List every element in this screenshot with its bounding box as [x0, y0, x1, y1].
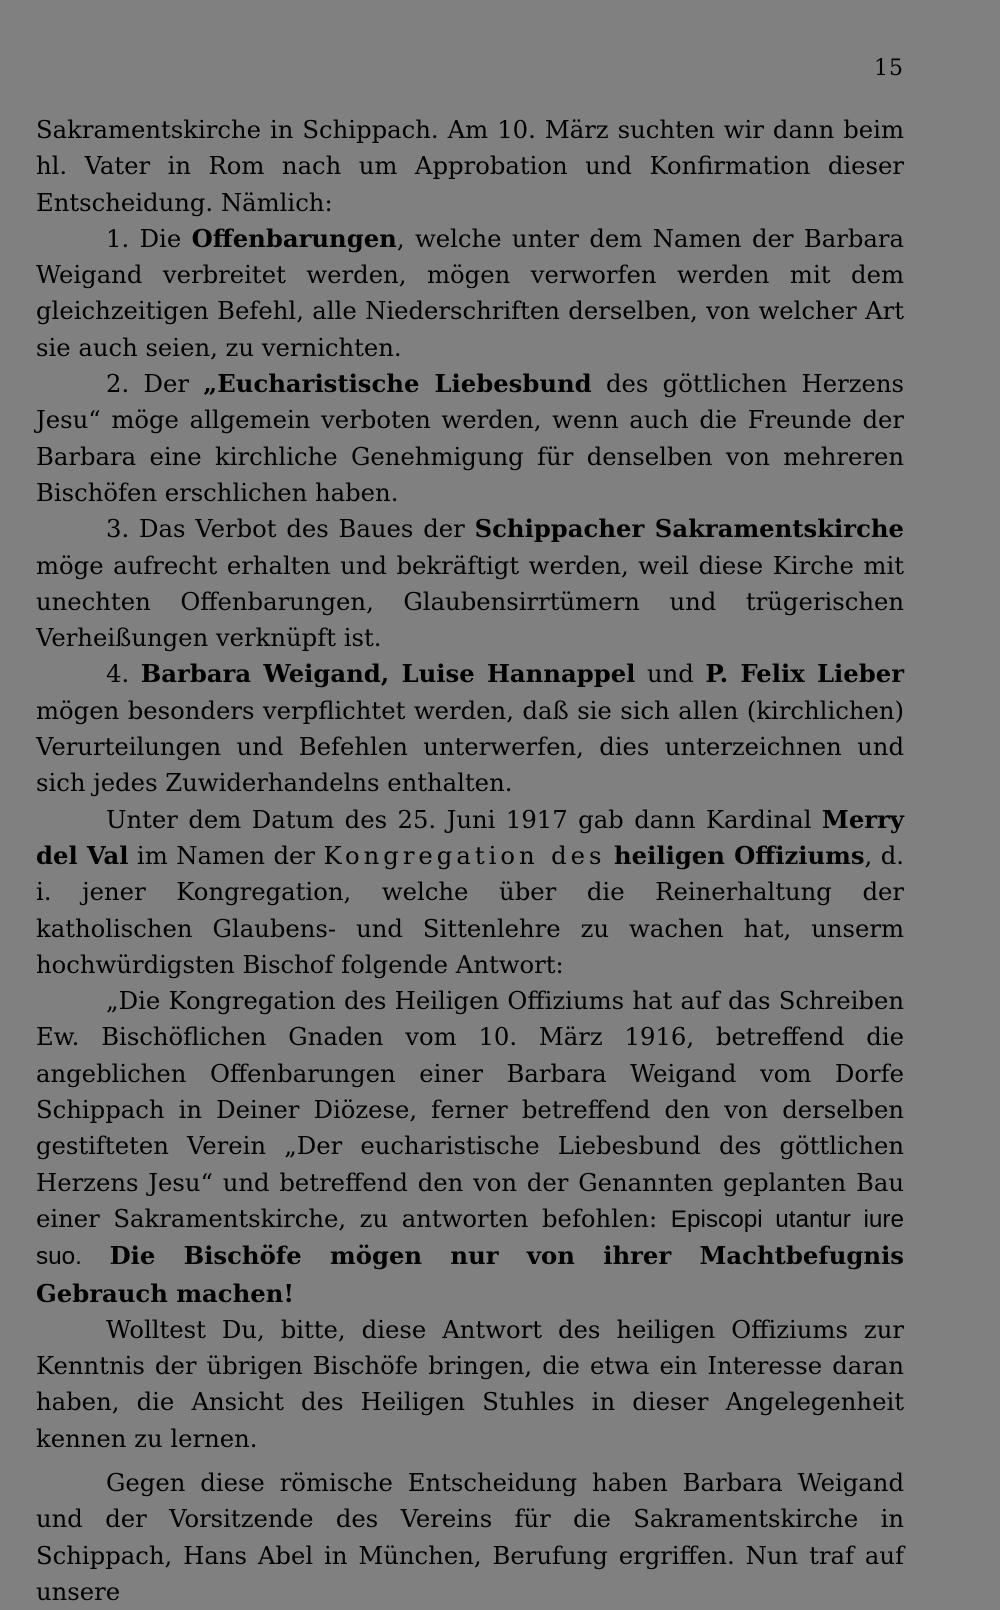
paragraph	[36, 511, 904, 656]
latin-text: Episcopi utantur iure suo.	[36, 1205, 904, 1271]
text-run: Unter dem Datum des 25. Juni 1917 gab dann Kardinal	[106, 804, 822, 834]
bold-text: Merry del Val	[36, 804, 904, 870]
spaced-text: Kongregation des	[323, 840, 606, 870]
paragraph	[36, 221, 904, 366]
text-run: 3. Das Verbot des Baues der	[106, 514, 475, 544]
paragraph	[36, 802, 904, 983]
text-run: , welche unter dem Namen der Barbara Weigand verbreitet werden, mögen verworfen werden mit dem gleichzeitigen Befehl, alle Niederschriften derselben, von welcher Art sie auch seien, zu vernichten.	[36, 223, 904, 362]
text-run	[606, 841, 614, 870]
text-run: 2. Der	[106, 369, 204, 399]
bold-text: P. Felix Lieber	[705, 659, 904, 689]
text-run: , d. i. jener Kongregation, welche über die Reinerhaltung der katholischen Glaubens- und Sittenlehre zu wachen hat, unserm hochwürdigsten Bischof folgende Antwort:	[36, 840, 905, 979]
paragraph	[36, 112, 904, 221]
text-run: Gegen diese römische Entscheidung haben Barbara Weigand und der Vorsitzende des Vereins für die Sakramentskirche in Schippach, Hans Abel in München, Berufung ergriffen. Nun traf auf unsere	[36, 1467, 904, 1606]
paragraph	[36, 656, 904, 801]
bold-text: Die Bischöfe mögen nur von ihrer Machtbefugnis Gebrauch machen!	[36, 1241, 904, 1308]
text-run: Sakramentskirche in Schippach. Am 10. März suchten wir dann beim hl. Vater in Rom nach um Approbation und Konfirmation dieser Entscheidung. Nämlich:	[36, 115, 904, 217]
text-run: im Namen der	[128, 840, 324, 870]
bold-text: heiligen Offiziums	[614, 840, 865, 870]
text-run: des göttlichen Herzens Jesu“ möge allgemein verboten werden, wenn auch die Freunde der Barbara eine kirchliche Genehmigung für denselben von mehreren Bischöfen erschlichen haben.	[36, 369, 904, 507]
bold-text: Schippacher Sakramentskirche	[474, 514, 904, 544]
bold-text: Offenbarungen	[191, 223, 397, 253]
text-run: 4.	[106, 659, 141, 689]
paragraph	[36, 983, 904, 1312]
page-number: 15	[874, 56, 904, 81]
bold-text: „Eucharistische Liebesbund	[203, 369, 592, 399]
text-run: „Die Kongregation des Heiligen Offiziums hat auf das Schreiben Ew. Bischöflichen Gnaden vom 10. März 1916, betreffend die angeblichen Offenbarungen einer Barbara Weigand vom Dorfe Schippach in Deiner Diözese, ferner betreffend den von derselben gestifteten Verein „Der eucharistische Liebesbund des göttlichen Herzens Jesu“ und betreffend den von der Genannten geplanten Bau einer Sakramentskirche, zu antworten befohlen:	[36, 986, 904, 1233]
text-run: mögen besonders verpflichtet werden, daß sie sich allen (kirchlichen) Verurteilungen und Befehlen unterwerfen, dies unterzeichnen und sich jedes Zuwiderhandelns enthalten.	[36, 695, 904, 798]
text-run: 1. Die	[106, 223, 192, 253]
text-run: Wolltest Du, bitte, diese Antwort des heiligen Offiziums zur Kenntnis der übrigen Bischöfe bringen, die etwa ein Interesse daran haben, die Ansicht des Heiligen Stuhles in dieser Angelegenheit kennen zu lernen.	[36, 1314, 904, 1453]
paragraph	[36, 366, 904, 511]
body-text	[36, 112, 904, 1610]
paragraph	[36, 1465, 904, 1610]
text-run: und	[635, 659, 706, 689]
paragraph	[36, 1312, 904, 1457]
text-run	[82, 1241, 110, 1270]
bold-text: Barbara Weigand, Luise Hannappel	[140, 659, 636, 689]
text-run: möge aufrecht erhalten und bekräftigt werden, weil diese Kirche mit unechten Offenbarungen, Glaubensirrtümern und trügerischen Verheißungen verknüpft ist.	[36, 550, 904, 653]
